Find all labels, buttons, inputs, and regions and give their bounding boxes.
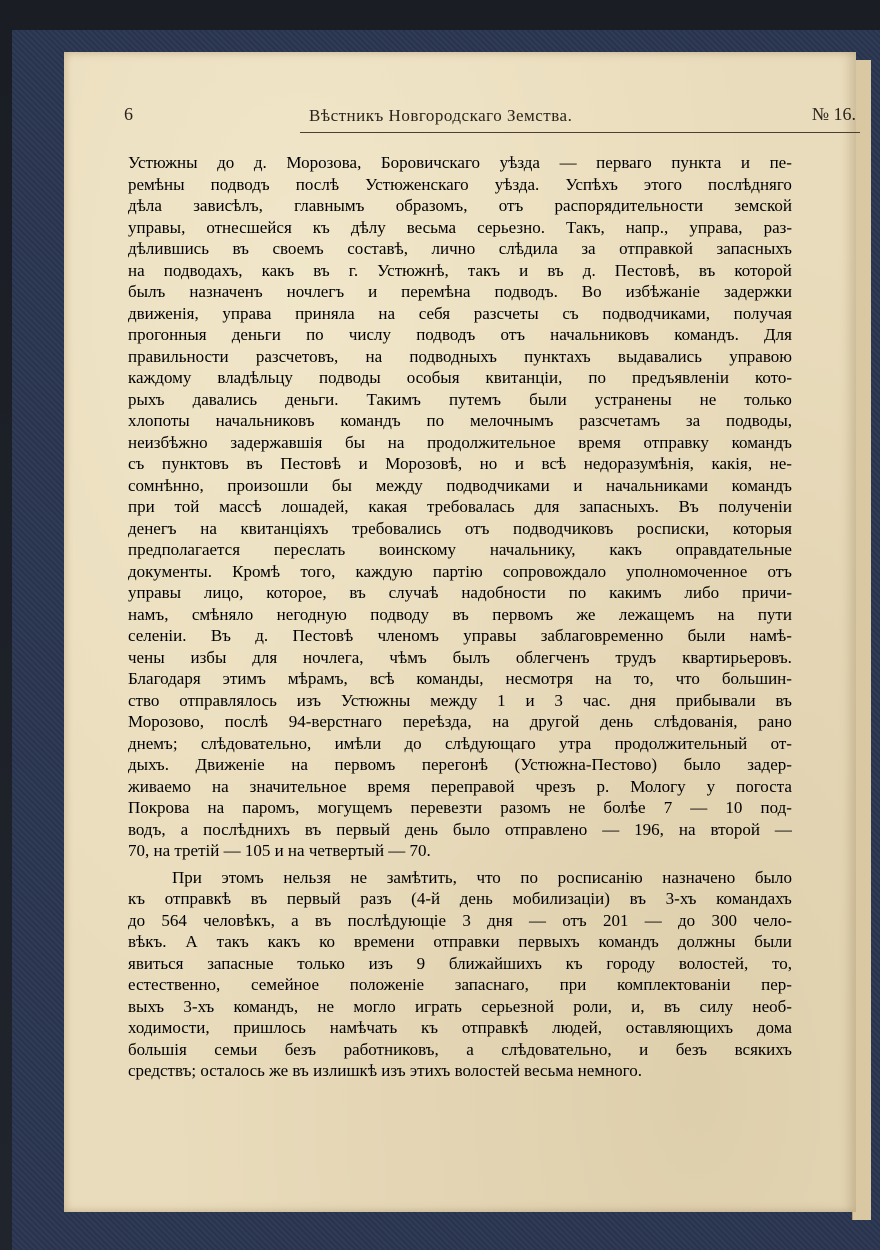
text-line: 70, на третій — 105 и на четвертый — 70.	[128, 841, 431, 860]
text-line: прогонныя деньги по числу подводъ отъ начальниковъ командъ. Для	[128, 325, 792, 344]
text-line: документы. Кромѣ того, каждую партію сопровождало уполномоченное отъ	[128, 561, 792, 581]
text-line: Покрова на паромъ, могущемъ перевезти разомъ не болѣе 7 — 10 под-	[128, 798, 792, 817]
issue-number: № 16.	[811, 104, 856, 124]
text-line: большія семьи безъ работниковъ, а слѣдовательно, и безъ всякихъ	[128, 1039, 792, 1059]
text-line: дыхъ. Движеніе на первомъ перегонѣ (Устюжна-Пестово) было задер-	[128, 755, 792, 774]
text-line: при той массѣ лошадей, какая требовалась для запасныхъ. Въ полученіи	[128, 497, 792, 516]
text-line: ходимости, пришлось намѣчать къ отправкѣ людей, оставляющихъ дома	[128, 1018, 792, 1037]
text-line: съ пунктовъ въ Пестовѣ и Морозовѣ, но и всѣ недоразумѣнія, какія, не-	[128, 454, 792, 473]
text-line: При этомъ нельзя не замѣтить, что по росписанію назначено было	[172, 867, 792, 887]
text-line: хлопоты начальниковъ командъ по мелочнымъ разсчетамъ за подводы,	[128, 411, 792, 430]
text-line: неизбѣжно задержавшія бы на продолжительное время отправку командъ	[128, 432, 792, 452]
text-line: естественно, семейное положеніе запаснаго, при комплектованіи пер-	[128, 975, 792, 994]
text-line: управы, отнесшейся къ дѣлу весьма серьезно. Такъ, напр., управа, раз-	[128, 217, 792, 237]
text-line: выхъ 3-хъ командъ, не могло играть серьезной роли, и, въ силу необ-	[128, 996, 792, 1016]
text-line: днемъ; слѣдовательно, имѣли до слѣдующаго утра продолжительный от-	[128, 733, 792, 753]
text-line: селеніи. Въ д. Пестовѣ членомъ управы заблаговременно были намѣ-	[128, 626, 792, 645]
text-line: Морозово, послѣ 94-верстнаго переѣзда, на другой день слѣдованія, рано	[128, 712, 792, 731]
text-line: средствъ; осталось же въ излишкѣ изъ этихъ волостей весьма немного.	[128, 1061, 642, 1080]
text-line: явиться запасные только изъ 9 ближайшихъ къ городу волостей, то,	[128, 953, 792, 973]
text-line: живаемо на значительное время переправой чрезъ р. Мологу у погоста	[128, 776, 792, 796]
text-line: Устюжны до д. Морозова, Боровичскаго уѣзда — перваго пункта и пе-	[128, 153, 792, 172]
text-line: рыхъ давались деньги. Такимъ путемъ были устранены не только	[128, 389, 792, 409]
text-line: дѣла зависѣлъ, главнымъ образомъ, отъ распорядительности земской	[128, 196, 792, 215]
paragraph	[128, 867, 792, 1082]
text-line: предполагается переслать воинскому начальнику, какъ оправдательные	[128, 540, 792, 559]
text-line: денегъ на квитанціяхъ требовались отъ подводчиковъ росписки, которыя	[128, 518, 792, 538]
body-text	[128, 152, 792, 1082]
text-line: былъ назначенъ ночлегъ и перемѣна подводъ. Во избѣжаніе задержки	[128, 282, 792, 301]
text-line: каждому владѣльцу подводы особыя квитанціи, по предъявленіи кото-	[128, 368, 792, 387]
text-line: дѣлившись въ своемъ составѣ, лично слѣдила за отправкой запасныхъ	[128, 239, 792, 258]
text-line: къ отправкѣ въ первый разъ (4-й день мобилизаціи) въ 3-хъ командахъ	[128, 889, 792, 908]
text-line: ремѣны подводъ послѣ Устюженскаго уѣзда. Успѣхъ этого послѣдняго	[128, 174, 792, 194]
text-line: движенія, управа приняла на себя разсчеты съ подводчиками, получая	[128, 303, 792, 323]
text-line: до 564 человѣкъ, а въ послѣдующіе 3 дня — отъ 201 — до 300 чело-	[128, 910, 792, 930]
journal-title: Вѣстникъ Новгородскаго Земства.	[309, 106, 573, 125]
page-number: 6	[124, 104, 133, 124]
text-line: правильности разсчетовъ, на подводныхъ пунктахъ выдавались управою	[128, 346, 792, 366]
text-line: Благодаря этимъ мѣрамъ, всѣ команды, несмотря на то, что большин-	[128, 669, 792, 688]
text-line: вѣкъ. А такъ какъ ко времени отправки первыхъ командъ должны были	[128, 932, 792, 951]
text-line: водъ, а послѣднихъ въ первый день было отправлено — 196, на второй —	[128, 819, 792, 839]
text-line: чены избы для ночлега, чѣмъ былъ облегченъ трудъ квартирьеровъ.	[128, 647, 792, 667]
text-line: намъ, смѣняло негодную подводу въ первомъ же лежащемъ на пути	[128, 604, 792, 624]
paragraph	[128, 152, 792, 862]
text-line: на подводахъ, какъ въ г. Устюжнѣ, такъ и въ д. Пестовѣ, въ которой	[128, 260, 792, 280]
text-line: сомнѣнно, произошли бы между подводчиками и начальниками командъ	[128, 475, 792, 495]
text-line: управы лицо, которое, въ случаѣ надобности по какимъ либо причи-	[128, 583, 792, 602]
running-header	[124, 104, 858, 134]
header-rule	[300, 132, 860, 133]
text-line: ство отправлялось изъ Устюжны между 1 и 3 час. дня прибывали въ	[128, 690, 792, 710]
